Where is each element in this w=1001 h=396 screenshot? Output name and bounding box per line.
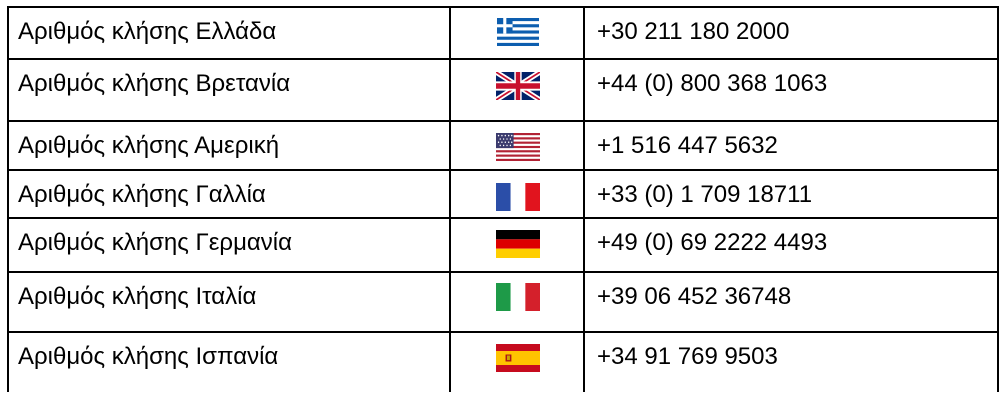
phone-number: +1 516 447 5632 [597, 132, 778, 159]
table-row [8, 332, 998, 392]
country-label-cell [8, 59, 450, 121]
phone-number: +49 (0) 69 2222 4493 [597, 229, 828, 256]
table-row [8, 218, 998, 272]
table-row [8, 121, 998, 170]
phone-number-cell [584, 218, 998, 272]
country-label-cell [8, 272, 450, 332]
phone-number-cell [584, 121, 998, 170]
france-flag-icon [496, 183, 540, 211]
phone-number: +34 91 769 9503 [597, 343, 778, 370]
phone-number-cell [584, 170, 998, 218]
phone-number-cell [584, 7, 998, 59]
usa-flag-icon [496, 133, 540, 161]
phone-number-cell [584, 272, 998, 332]
phone-number-cell [584, 59, 998, 121]
table-row [8, 7, 998, 59]
table-row [8, 170, 998, 218]
table-row [8, 59, 998, 121]
country-label: Αριθμός κλήσης Γαλλία [18, 181, 266, 208]
greece-flag-icon [496, 18, 540, 46]
country-label: Αριθμός κλήσης Ελλάδα [18, 18, 277, 45]
country-label: Αριθμός κλήσης Γερμανία [18, 229, 292, 256]
country-label: Αριθμός κλήσης Αμερική [18, 132, 280, 159]
flag-cell [450, 218, 584, 272]
dial-numbers-table [7, 6, 999, 392]
phone-number: +44 (0) 800 368 1063 [597, 70, 828, 97]
italy-flag-icon [496, 283, 540, 311]
flag-cell [450, 170, 584, 218]
country-label: Αριθμός κλήσης Βρετανία [18, 70, 291, 97]
germany-flag-icon [496, 230, 540, 258]
phone-number: +30 211 180 2000 [597, 18, 790, 45]
flag-cell [450, 7, 584, 59]
phone-number: +33 (0) 1 709 18711 [597, 181, 813, 208]
phone-number-cell [584, 332, 998, 392]
country-label: Αριθμός κλήσης Ιταλία [18, 283, 257, 310]
phone-number: +39 06 452 36748 [597, 283, 792, 310]
country-label-cell [8, 332, 450, 392]
country-label-cell [8, 7, 450, 59]
spain-flag-icon [496, 344, 540, 372]
country-label-cell [8, 121, 450, 170]
flag-cell [450, 272, 584, 332]
country-label-cell [8, 170, 450, 218]
table-row [8, 272, 998, 332]
country-label: Αριθμός κλήσης Ισπανία [18, 343, 279, 370]
uk-flag-icon [496, 72, 540, 100]
country-label-cell [8, 218, 450, 272]
flag-cell [450, 121, 584, 170]
flag-cell [450, 332, 584, 392]
flag-cell [450, 59, 584, 121]
